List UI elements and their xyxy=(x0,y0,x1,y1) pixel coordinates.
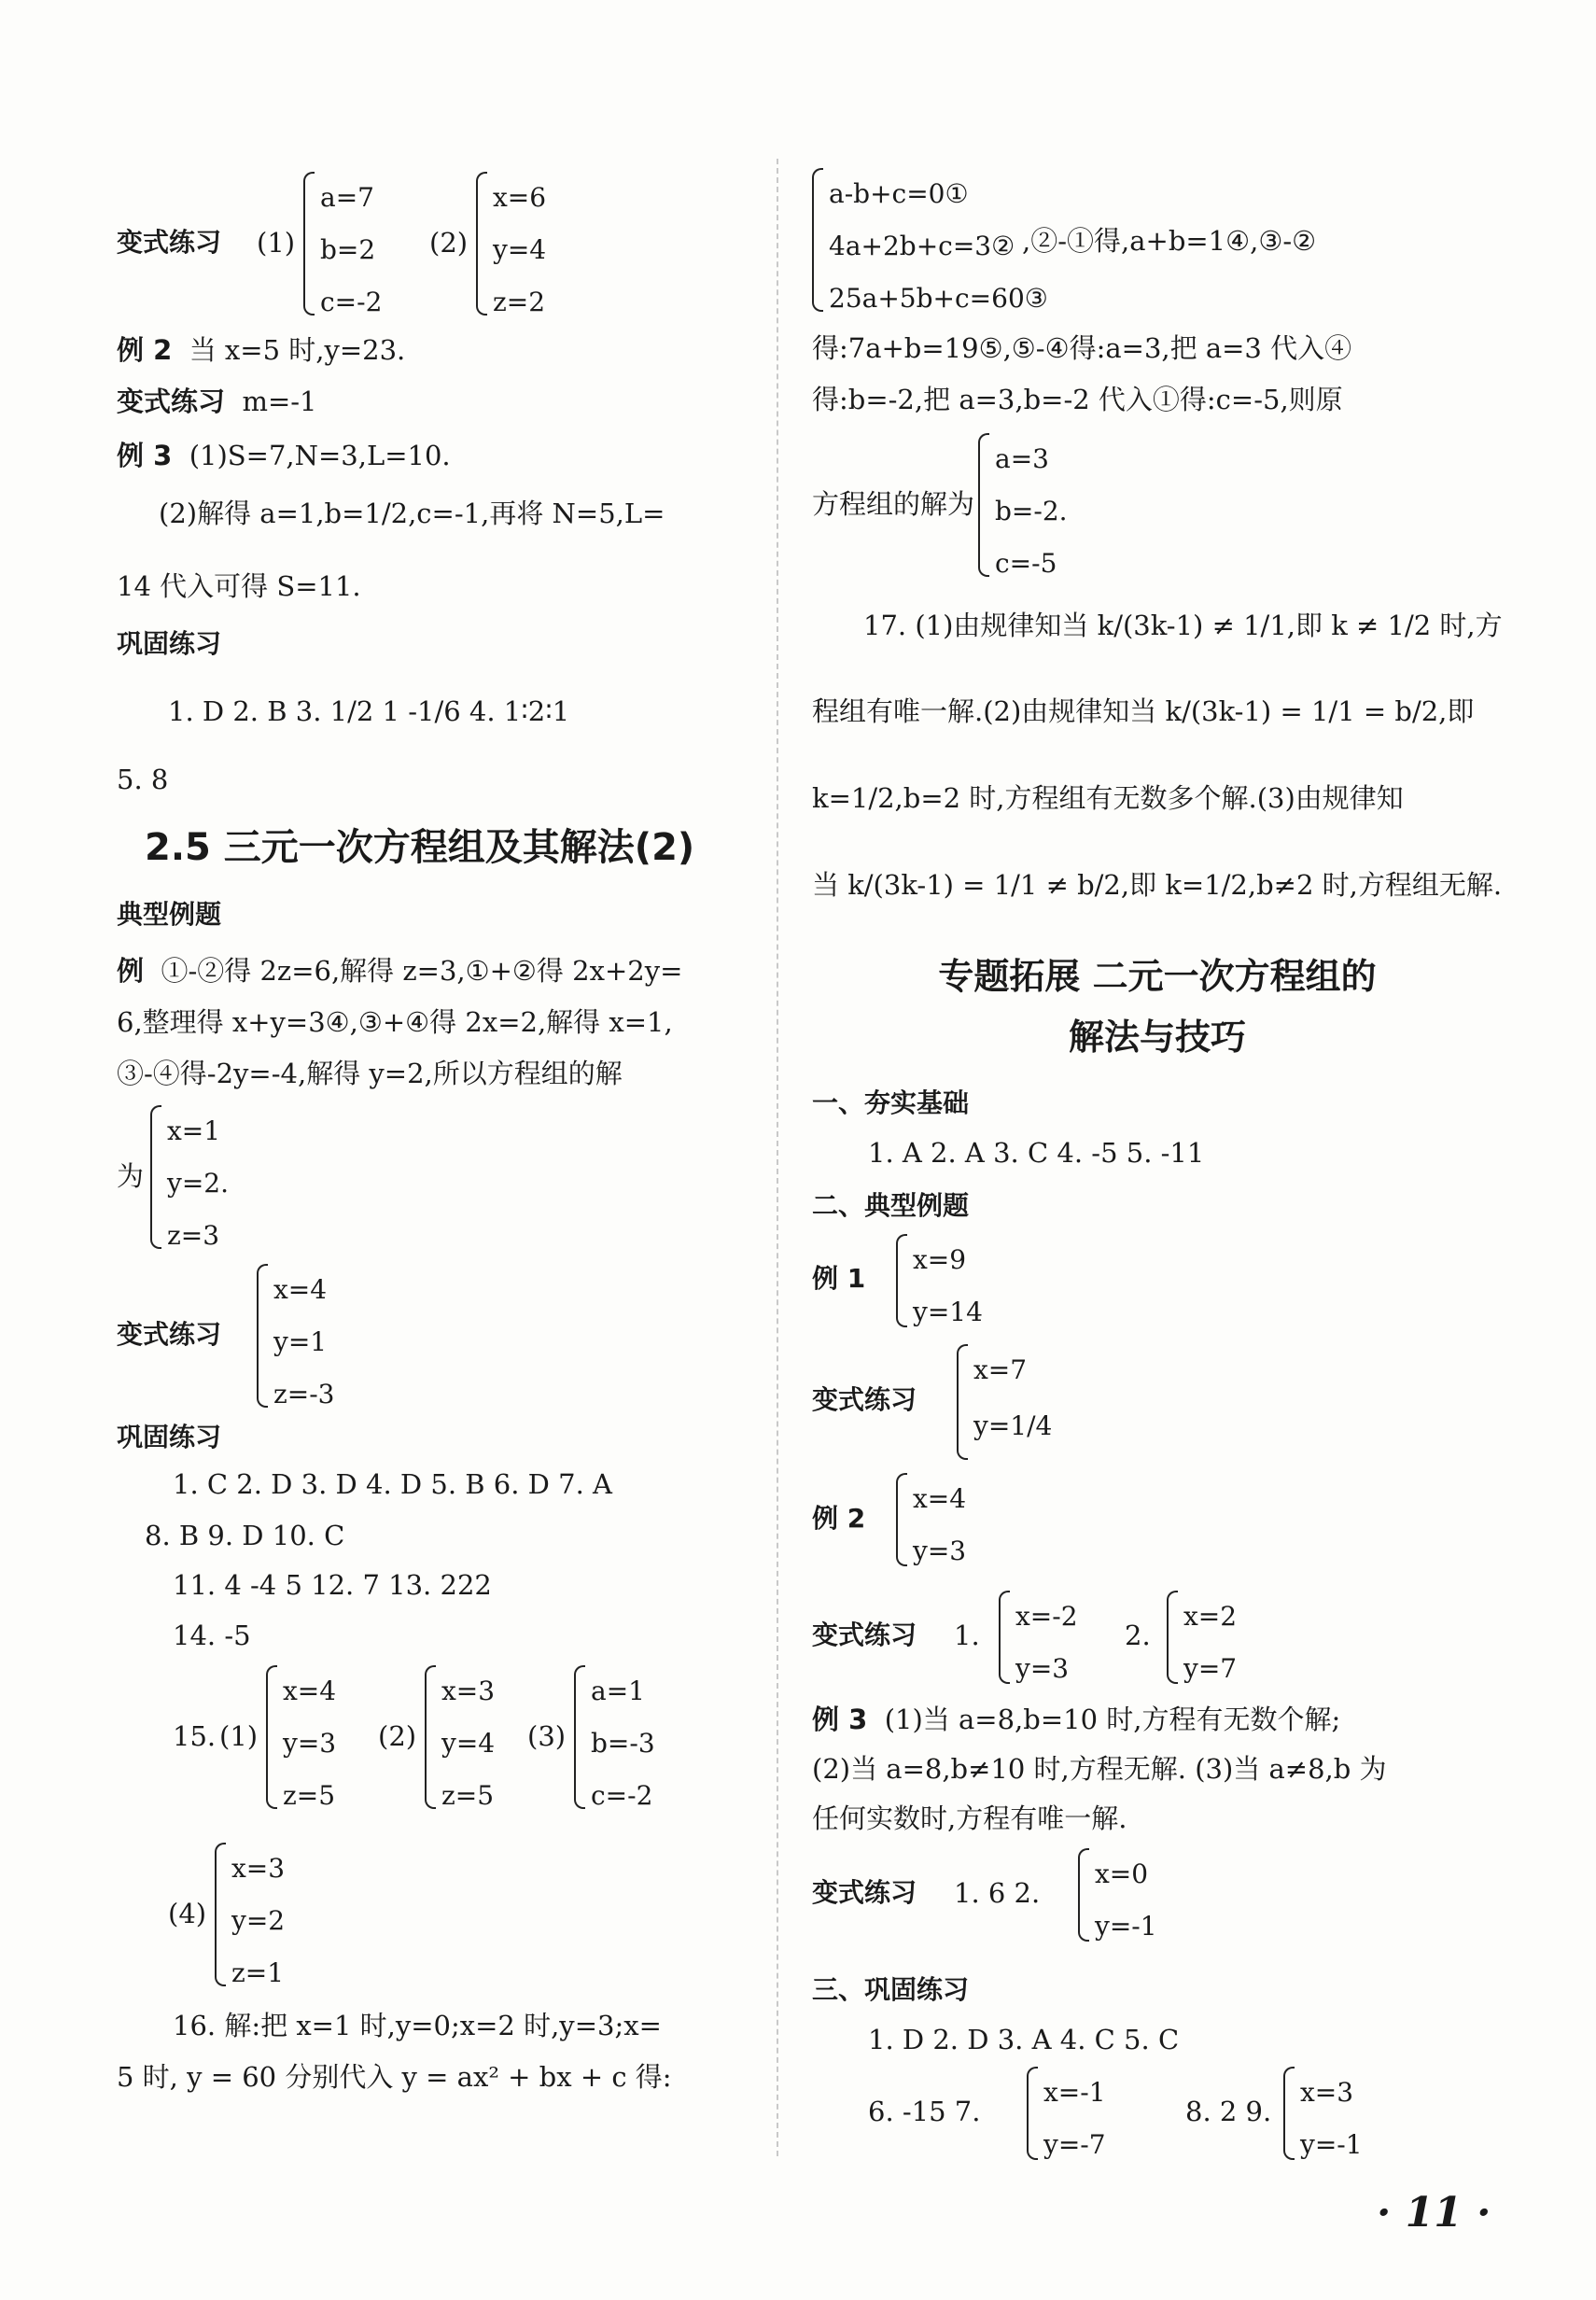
variant-label: 变式练习 xyxy=(117,1319,222,1350)
example-text: 6,整理得 x+y=3④,③+④得 2x=2,解得 x=1, xyxy=(117,1006,673,1038)
example-text: 当 x=5 时,y=23. xyxy=(189,334,406,366)
consolidation-label: 巩固练习 xyxy=(117,628,222,659)
sys-prefix: (2) xyxy=(378,1720,417,1752)
example-text: ③-④得-2y=-4,解得 y=2,所以方程组的解 xyxy=(117,1058,623,1089)
q17-text: 程组有唯一解.(2)由规律知当 k/(3k-1) = 1/1 = b/2,即 xyxy=(812,695,1475,727)
sys-prefix: (2) xyxy=(429,227,469,259)
column-divider xyxy=(777,159,778,2156)
solution-text: 方程组的解为 xyxy=(812,488,975,520)
answer-page: 变式练习 (1) a=7 b=2 c=-2 (2) x=6 y=4 z=2 例 2 当 x=5 时,y=23. 变式练习 m=-1 例 3 (1)S=7,N=3,L=10. (2)解得 a=1,b=1/2,c=-1,再将 N=5,L= 14 代入可得 S=11. 巩固练习 1. D 2. B 3. 1/2 1 -1/6 4. 1∶2∶1 5. 8 2.5 三元一次方程组及其解法(2) 典型例题 例 ①-②得 2z=6,解得 z=3,①+②得 2x+2y= 6,整理得 x+y=3④,③+④得 2x=2,解得 x=1, ③-④得-2y=-4,解得 y=2,所以方程组的解 为 x=1 y=2. z=3 变式练习 x=4 y=1 z=-3 巩固练习 1. C 2. D 3. D 4. D 5. B 6. D 7. A 8. B 9. D 10. C 11. 4 -4 5 12. 7 13. 222 14. -5 15. (1) x=4 y=3 z=5 (2) x=3 y=4 z=5 (3) a=1 b=-3 c=-2 (4) x=3 y=2 z=1 16. 解:把 x=1 时,y=0;x=2 时,y=3;x= 5 时, y = 60 分别代入 y = ax² + bx + c 得: a-b+c=0① 4a+2b+c=3② 25a+5b+c=60③ ,②-①得,a+b=1④,③-② 得:7a+b=19⑤,⑤-④得:a=3,把 a=3 代入④ 得:b=-2,把 a=3,b=-2 代入①得:c=-5,则原 方程组的解为 a=3 b=-2. c=-5 17. (1)由规律知当 k/(3k-1) ≠ 1/1,即 k ≠ 1/2 时,方 程组有唯一解.(2)由规律知当 k/(3k-1) = 1/1 = b/2,即 k=1/2,b=2 时,方程组有无数多个解.(3)由规律知 当 k/(3k-1) = 1/1 ≠ b/2,即 k=1/2,b≠2 时,方程组无解. 专题拓展 二元一次方程组的 解法与技巧 一、夯实基础 1. A 2. A 3. C 4. -5 5. -11 二、典型例题 例 1 x=9 y=14 变式练习 x=7 y=1/4 例 2 x=4 y=3 变式练习 1. x=-2 y=3 2. x=2 y=7 例 3 (1)当 a=8,b=10 时,方程有无数个解; (2)当 a=8,b≠10 时,方程无解. (3)当 a≠8,b 为 任何实数时,方程有唯一解. 变式练习 1. 6 2. x=0 y=-1 三、巩固练习 1. D 2. D 3. A 4. C 5. C 6. -15 7. x=-1 y=-7 8. 2 9. x=3 y=-1 · 11 · xyxy=(0,0,1596,2300)
answer-line: 14. -5 xyxy=(173,1620,251,1651)
answer-line: 1. D 2. D 3. A 4. C 5. C xyxy=(868,2024,1180,2055)
variant-label-1: 变式练习 xyxy=(117,227,222,258)
example-text: 14 代入可得 S=11. xyxy=(117,570,361,602)
example-text: (2)当 a=8,b≠10 时,方程无解. (3)当 a≠8,b 为 xyxy=(812,1753,1387,1785)
sys-prefix: 为 xyxy=(117,1160,145,1192)
topic-title-line-1: 专题拓展 二元一次方程组的 xyxy=(938,956,1377,997)
sys-prefix: (4) xyxy=(168,1898,207,1929)
q17-text: 当 k/(3k-1) = 1/1 ≠ b/2,即 k=1/2,b≠2 时,方程组无解. xyxy=(812,869,1503,901)
example-label: 例 3 xyxy=(812,1704,868,1735)
typical-example-label: 典型例题 xyxy=(117,899,222,930)
section-label-1: 一、夯实基础 xyxy=(812,1087,970,1118)
example-text: (2)解得 a=1,b=1/2,c=-1,再将 N=5,L= xyxy=(159,498,665,529)
example-text: (1)当 a=8,b=10 时,方程有无数个解; xyxy=(884,1704,1341,1735)
example-label: 例 1 xyxy=(812,1263,866,1294)
answer-line: 8. 2 9. xyxy=(1185,2096,1272,2127)
example-label: 例 2 xyxy=(117,334,173,366)
example-text: 任何实数时,方程有唯一解. xyxy=(812,1802,1127,1834)
q16-text: 5 时, y = 60 分别代入 y = ax² + bx + c 得: xyxy=(117,2061,672,2093)
example-label: 例 3 xyxy=(117,440,173,471)
answer-line: 5. 8 xyxy=(117,764,169,795)
solution-text: 得:b=-2,把 a=3,b=-2 代入①得:c=-5,则原 xyxy=(812,384,1343,415)
sys-prefix: (1) xyxy=(257,227,296,259)
item-number: 2. xyxy=(1125,1620,1151,1651)
sys-prefix: (1) xyxy=(219,1720,259,1752)
example-label: 例 2 xyxy=(812,1503,866,1534)
example-text: ①-②得 2z=6,解得 z=3,①+②得 2x+2y= xyxy=(161,955,683,987)
consolidation-label: 巩固练习 xyxy=(117,1422,222,1452)
page-number: · 11 · xyxy=(1377,2189,1491,2237)
answer-line: 8. B 9. D 10. C xyxy=(145,1520,345,1551)
section-title: 2.5 三元一次方程组及其解法(2) xyxy=(145,826,695,869)
q16-text: 16. 解:把 x=1 时,y=0;x=2 时,y=3;x= xyxy=(173,2010,662,2041)
variant-label: 变式练习 xyxy=(812,1877,917,1908)
section-label-3: 三、巩固练习 xyxy=(812,1974,970,2005)
section-label-2: 二、典型例题 xyxy=(812,1190,970,1221)
q17-text: 17. (1)由规律知当 k/(3k-1) ≠ 1/1,即 k ≠ 1/2 时,方 xyxy=(863,610,1503,641)
solution-text: ,②-①得,a+b=1④,③-② xyxy=(1022,225,1317,257)
variant-text: m=-1 xyxy=(242,386,317,417)
solution-text: 得:7a+b=19⑤,⑤-④得:a=3,把 a=3 代入④ xyxy=(812,332,1352,364)
answer-line: 1. D 2. B 3. 1/2 1 -1/6 4. 1∶2∶1 xyxy=(168,695,570,727)
variant-label: 变式练习 xyxy=(117,386,226,417)
answer-line: 11. 4 -4 5 12. 7 13. 222 xyxy=(173,1569,492,1601)
item-number: 1. xyxy=(954,1620,980,1651)
answer-line: 1. A 2. A 3. C 4. -5 5. -11 xyxy=(868,1137,1205,1169)
answer-line: 1. 6 2. xyxy=(954,1877,1041,1909)
q17-text: k=1/2,b=2 时,方程组有无数多个解.(3)由规律知 xyxy=(812,782,1404,814)
topic-title-line-2: 解法与技巧 xyxy=(1068,1017,1246,1058)
example-text: (1)S=7,N=3,L=10. xyxy=(189,440,451,471)
answer-line: 1. C 2. D 3. D 4. D 5. B 6. D 7. A xyxy=(173,1468,612,1500)
variant-label: 变式练习 xyxy=(812,1620,917,1650)
answer-line: 6. -15 7. xyxy=(868,2096,981,2127)
example-label: 例 xyxy=(117,955,145,987)
question-number: 15. xyxy=(173,1720,217,1752)
sys-prefix: (3) xyxy=(527,1720,567,1752)
variant-label: 变式练习 xyxy=(812,1384,917,1415)
